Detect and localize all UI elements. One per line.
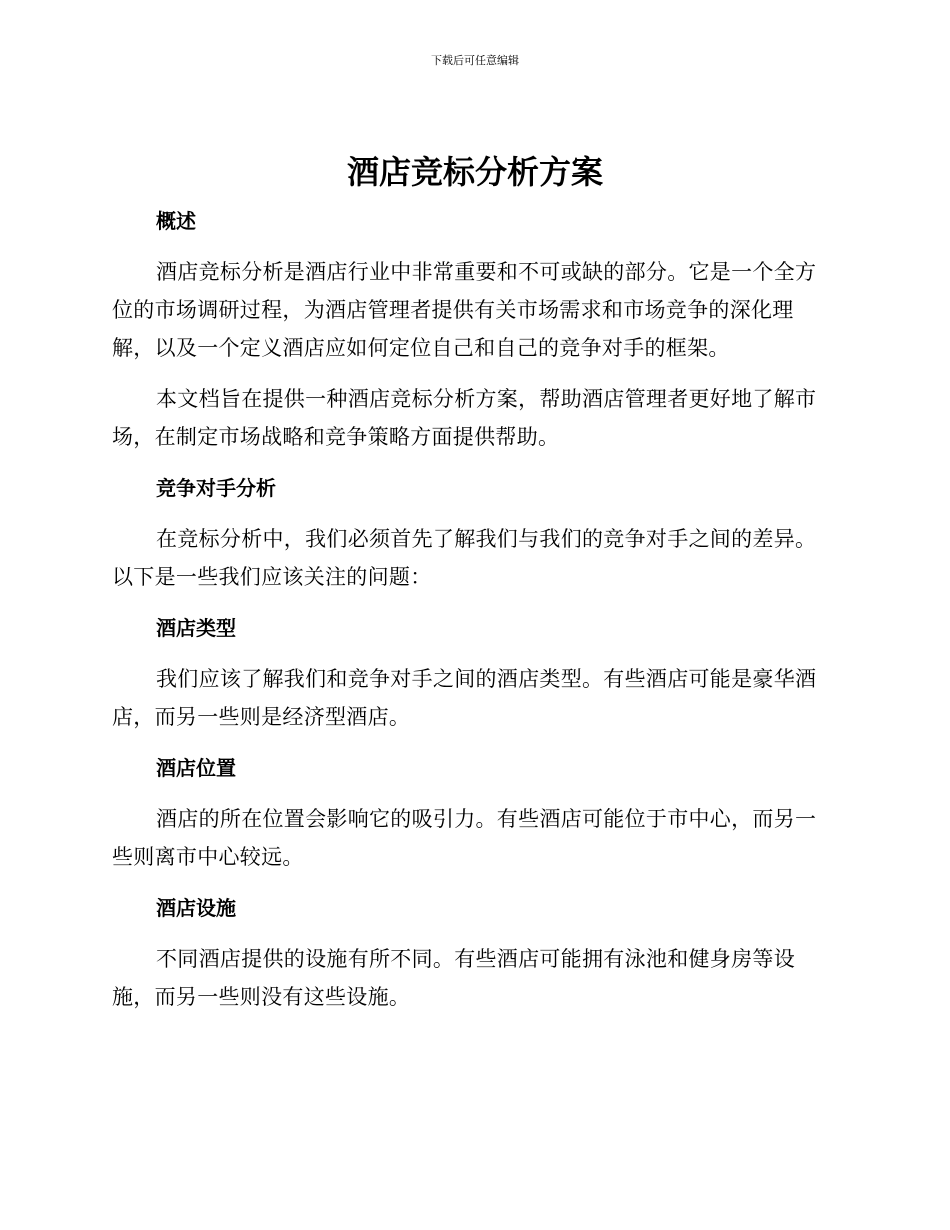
section-heading-hotel-type: 酒店类型 xyxy=(156,616,236,640)
paragraph: 在竞标分析中，我们必须首先了解我们与我们的竞争对手之间的差异。以下是一些我们应该关注的问题： xyxy=(112,527,817,589)
paragraph: 我们应该了解我们和竞争对手之间的酒店类型。有些酒店可能是豪华酒店，而另一些则是经济型酒店。 xyxy=(112,667,817,729)
header-note: 下载后可任意编辑 xyxy=(431,54,519,67)
section-heading-hotel-facilities: 酒店设施 xyxy=(156,896,236,920)
section-heading-overview: 概述 xyxy=(156,209,196,233)
document-body xyxy=(112,202,832,1029)
section-heading-hotel-location: 酒店位置 xyxy=(156,756,236,780)
paragraph: 不同酒店提供的设施有所不同。有些酒店可能拥有泳池和健身房等设施，而另一些则没有这些设施。 xyxy=(112,947,795,1009)
paragraph: 酒店的所在位置会影响它的吸引力。有些酒店可能位于市中心，而另一些则离市中心较远。 xyxy=(112,807,817,869)
section-heading-competitor-analysis: 竞争对手分析 xyxy=(156,476,276,500)
paragraph: 本文档旨在提供一种酒店竞标分析方案，帮助酒店管理者更好地了解市场，在制定市场战略和竞争策略方面提供帮助。 xyxy=(112,387,817,449)
paragraph: 酒店竞标分析是酒店行业中非常重要和不可或缺的部分。它是一个全方位的市场调研过程，为酒店管理者提供有关市场需求和市场竞争的深化理解，以及一个定义酒店应如何定位自己和自己的竞争对手的框架。 xyxy=(112,260,817,360)
document-title: 酒店竞标分析方案 xyxy=(346,153,603,191)
